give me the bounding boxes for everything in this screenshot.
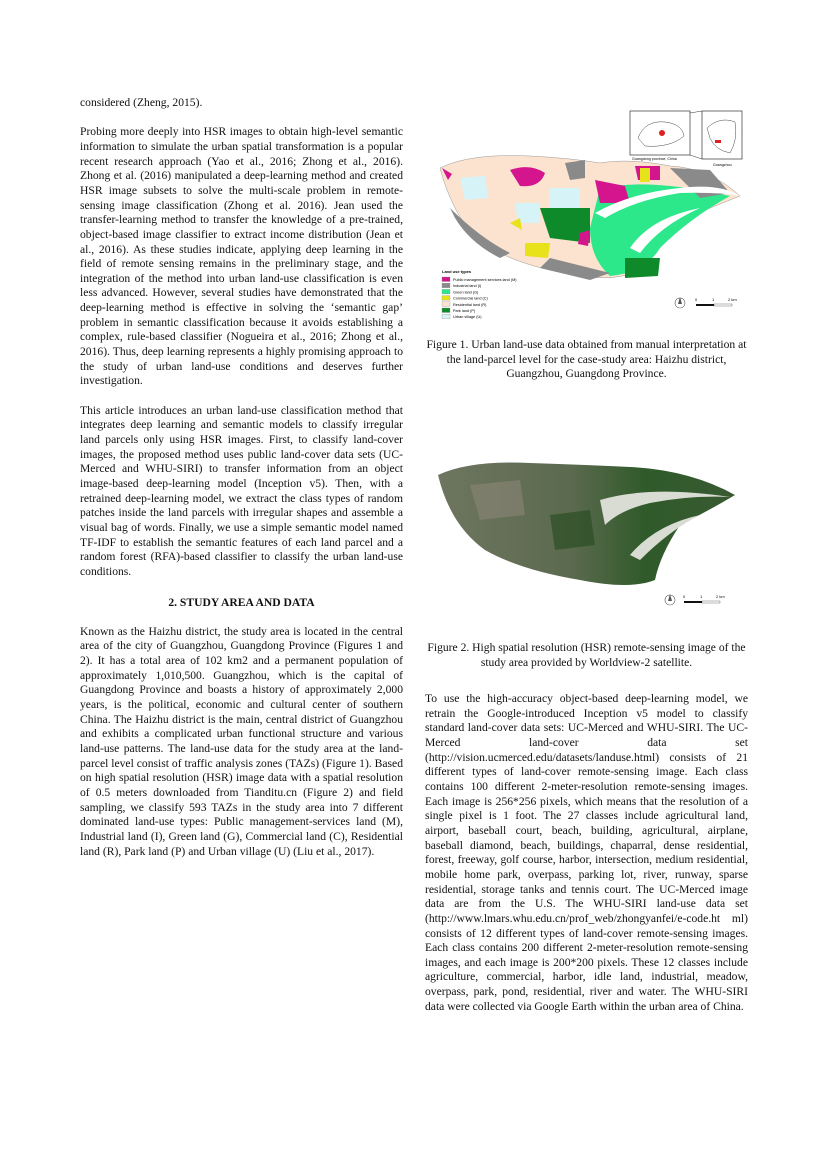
legend-label: Urban village (U)	[453, 315, 482, 320]
legend-swatch	[442, 277, 450, 282]
paragraph: This article introduces an urban land-use classification method that integrates deep learning and semantic models to classify irregular land parcels only using HSR images. First, to classify land-cover images, the proposed method uses public land-cover data sets (UC-Merced and WHU-SIRI) to transfer information from an object image-based deep-learning model (Inception v5). Then, with a retrained deep-learning model, we extract the class types of random patches inside the land parcels with irregular shapes and assemble a visual bag of words. Finally, we use a simple semantic model named TF-IDF to establish the semantic features of each land parcel and a random forest (RFA)-based classifier to classify the urban land-use conditions.	[80, 403, 403, 578]
legend-swatch	[442, 308, 450, 313]
scale-bar	[675, 297, 737, 308]
legend-swatch	[442, 314, 450, 319]
legend-label: Commercial land (C)	[453, 296, 488, 301]
scale-label: 0	[683, 594, 686, 599]
paragraph: considered (Zheng, 2015).	[80, 96, 203, 109]
scale-bar	[665, 594, 725, 605]
legend-label: Green land (G)	[453, 290, 479, 295]
figure-2-satellite-image	[430, 455, 750, 615]
figure-1-caption: Figure 1. Urban land-use data obtained from manual interpretation at the land-parcel level for the case-study area: Haizhu district, Guangzhou, Guangdong Province.	[426, 338, 747, 381]
scale-label: 2 km	[728, 297, 737, 302]
legend-swatch	[442, 296, 450, 301]
scale-label: 1	[700, 594, 703, 599]
legend-label: Industrial land (I)	[453, 284, 482, 289]
paragraph: To use the high-accuracy object-based deep-learning model, we retrain the Google-introduced Inception v5 model to classify standard land-cover data sets: UC-Merced and WHU-SIRI. The UC-Merced land-cover data set (http://vision.ucmerced.edu/datasets/landuse.html) consists of 21 different types of land-cover remote-sensing image. Each class contains 100 different 2-meter-resolution remote-sensing images. Each image is 256*256 pixels, which means that the resolution of a single pixel is 1 foot. The 27 classes include agricultural land, airport, baseball court, beach, building, agricultural, airplane, baseball diamond, beach, buildings, chaparral, dense residential, forest, freeway, golf course, harbor, intersection, medium residential, mobile home park, overpass, parking lot, river, runway, sparse residential, storage tanks and tennis court. The UC-Merced image data are from the U.S. The WHU-SIRI land-use data set (http://www.lmars.whu.edu.cn/prof_web/zhongyanfei/e-code.ht ml) consists of 12 different types of land-cover remote-sensing images. Each class contains 200 different 2-meter-resolution remote-sensing images, and each image is 200*200 pixels. These 12 classes include agriculture, commercial, harbor, idle land, industrial, meadow, overpass, park, pond, residential, river and water. The WHU-SIRI data were collected via Google Earth within the urban area of China.	[425, 692, 748, 1013]
inset-label: Guangdong province, China	[632, 157, 677, 161]
figure-1-land-use-map	[430, 108, 750, 333]
figure-2-caption: Figure 2. High spatial resolution (HSR) remote-sensing image of the study area provided by Worldview-2 satellite.	[427, 641, 746, 669]
scale-label: 0	[695, 297, 698, 302]
legend-label: Residential land (R)	[453, 302, 487, 307]
inset-label: Guangzhou	[713, 163, 732, 167]
paragraph: Probing more deeply into HSR images to obtain high-level semantic information to simulate the urban spatial transformation is a popular recent research approach (Yao et al., 2016; Zhong et al., 2016). Zhong et al. (2016) manipulated a deep-learning method and created HSR image subsets to solve the multi-scale problem in remote-sensing image classification (Zhong et al. 2016). Jean used the transfer-learning method to transfer the knowledge of a pre-trained, object-based image classifier to extract income distribution (Jean et al., 2016). As these studies indicate, applying deep learning in the field of remote sensing remains in the preliminary stage, and the integration of the method into urban land-use classification is even less advanced. However, several studies have demonstrated that the deep-learning method is effective in solving the ‘semantic gap’ problem in semantic classification because it avoids establishing a complex, rule-based classifier (Nogueira et al., 2016; Zhong et al., 2016). Thus, deep learning represents a highly promising approach to the study of urban land-use conditions and deserves further investigation.	[80, 125, 403, 388]
legend-label: Park land (P)	[453, 309, 476, 313]
right-column	[425, 692, 748, 1029]
paragraph: Known as the Haizhu district, the study area is located in the central area of the city of Guangzhou, Guangdong Province (Figures 1 and 2). It has a total area of 102 km2 and a permanent population of approximately 1,010,500. Guangzhou, which is the capital of Guangdong Province and boasts a history of approximately 2,000 years, is the political, economic and cultural center of southern China. The Haizhu district is the main, central district of Guangzhou and exhibits a complicated urban functional structure and various land-use patterns. The land-use data for the study area at the land-parcel level consist of traffic analysis zones (TAZs) (Figure 1). Based on high spatial resolution (HSR) image data with a spatial resolution of 0.5 meters downloaded from Tianditu.cn (Figure 2) and field sampling, we classify 593 TAZs in the study area into 7 different dominated land-use types: Public management-services land (M), Industrial land (I), Green land (G), Commercial land (C), Residential land (R), Park land (P) and Urban village (U) (Liu et al., 2017).	[80, 624, 403, 858]
legend-swatch	[442, 289, 450, 294]
legend-swatch	[442, 302, 450, 307]
scale-label: 2 km	[716, 594, 725, 599]
section-heading: 2. STUDY AREA AND DATA	[168, 595, 315, 609]
legend-label: Public management services land (M)	[453, 278, 517, 282]
inset-maps	[630, 111, 742, 167]
left-column	[80, 96, 403, 874]
legend-swatch	[442, 283, 450, 288]
scale-label: 1	[712, 297, 715, 302]
map-legend	[442, 269, 517, 319]
haizhu-district-map	[440, 156, 740, 281]
legend-title: Land use types	[442, 269, 472, 274]
